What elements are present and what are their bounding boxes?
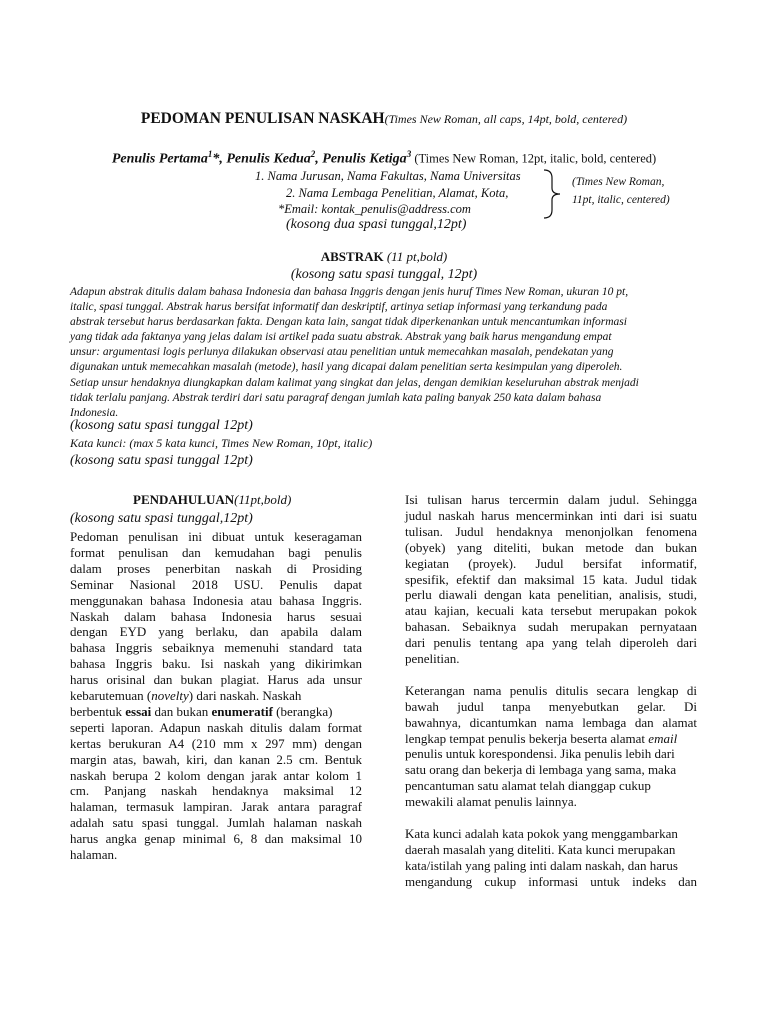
text-line: dengan EYD yang berlaku, dan apabila dalam: [70, 624, 362, 640]
intro-heading-text: PENDAHULUAN: [133, 492, 235, 507]
text-line: margin atas, bawah, kiri, dan kanan 2.5 cm. Bentuk: [70, 751, 362, 767]
text-line: Keterangan nama penulis ditulis secara lengkap di: [405, 682, 697, 698]
text-fragment: novelty: [151, 688, 189, 703]
text-line: [70, 688, 362, 704]
text-line: bahasa Inggris baku. Isi naskah yang dikirimkan: [70, 656, 362, 672]
text-line: halaman.: [70, 847, 118, 862]
author-2-sup: 2: [310, 149, 316, 159]
abstract-line: Adapun abstrak ditulis dalam bahasa Indonesia dan bahasa Inggris dengan jenis huruf Times New Roman, ukuran 10 pt,: [70, 286, 629, 298]
text-line: naskah berupa 2 kolom dengan jarak antar kolom 1: [70, 767, 362, 783]
text-line: (obyek) yang diteliti, bukan metode dan bukan: [405, 539, 697, 555]
title-text: PEDOMAN PENULISAN NASKAH: [140, 110, 385, 127]
brace-icon: [540, 168, 566, 220]
text-line: mengandung cukup informasi untuk indeks dan: [405, 873, 697, 889]
text-line: Seminar Nasional 2018 USU. Penulis dapat: [70, 576, 362, 592]
author-3: Penulis Ketiga: [322, 151, 407, 167]
author-1-mark: *,: [212, 151, 227, 167]
text-line: halaman, termasuk lampiran. Jarak antara paragraf: [70, 799, 362, 815]
text-line: kata/istilah yang paling inti dalam naskah, dan harus: [405, 857, 678, 873]
author-format-note: (Times New Roman, 12pt, italic, bold, centered): [411, 151, 657, 166]
text-fragment: lengkap tempat penulis bekerja beserta alamat: [405, 730, 649, 746]
author-sep: ,: [315, 151, 323, 167]
abstract-line: Indonesia.: [70, 406, 119, 419]
text-fragment: enumeratif: [211, 703, 273, 719]
text-line: Kata kunci adalah kata pokok yang menggambarkan: [405, 825, 678, 841]
abstract-lines: [70, 285, 639, 421]
text-line: [405, 731, 697, 747]
affiliation-2: 2. Nama Lembaga Penelitian, Alamat, Kota,: [286, 186, 509, 200]
text-line: harus orisinal dan bukan plagiat. Harus ada unsur: [70, 672, 362, 688]
text-line: mewakili alamat penulis lainnya.: [405, 794, 577, 810]
spacer-double: (kosong dua spasi tunggal,12pt): [286, 217, 467, 232]
text-line: cm. Panjang naskah hendaknya maksimal 12: [70, 783, 362, 799]
text-line: bahasa Inggris sebaiknya memenuhi standard tata: [70, 640, 362, 656]
text-line: Naskah dalam bahasa Indonesia harus sesuai: [70, 608, 362, 624]
text-line: judul naskah harus mencerminkan inti dari isi suatu: [405, 507, 697, 523]
text-line: kertas berukuran A4 (210 mm x 297 mm) dengan: [70, 735, 362, 751]
text-line: penelitian.: [405, 651, 460, 666]
text-line: bawahnya, dicantumkan nama lembaga dan alamat: [405, 714, 697, 730]
affiliation-1: 1. Nama Jurusan, Nama Fakultas, Nama Universitas: [255, 169, 521, 183]
page-title: [0, 110, 768, 128]
text-line: dari penulis tentang apa yang telah diperoleh dari: [405, 635, 697, 651]
abstract-heading: [0, 249, 768, 265]
text-line: bawah judul tanpa menyebutkan gelar. Di: [405, 698, 697, 714]
abstract-line: unsur: argumentasi logis perlunya dilakukan observasi atau penelitian untuk memecahkan masalah, pendekatan yang: [70, 346, 614, 359]
text-line: seperti laporan. Adapun naskah ditulis dalam format: [70, 719, 362, 735]
text-line: [70, 704, 362, 720]
text-line: Pedoman penulisan ini dibuat untuk keseragaman: [70, 529, 362, 544]
text-fragment: kebarutemuan (: [70, 688, 152, 703]
abstract-line: abstrak tersebut harus berdasarkan fakta. Dengan kata lain, sangat tidak diperkenankan untuk mencantumkan informasi: [70, 316, 627, 329]
abstract-heading-text: ABSTRAK: [320, 249, 384, 264]
text-fragment: ) dari naskah. Naskah: [188, 688, 302, 703]
text-line: atau kajian, kecuali kata tersebut merupakan pokok: [405, 603, 697, 619]
text-line: pencantuman satu alamat telah dianggap cukup: [405, 778, 651, 794]
spacer-after-keywords: (kosong satu spasi tunggal 12pt): [70, 453, 253, 468]
spacer-after-abstract: (kosong satu spasi tunggal 12pt): [70, 418, 253, 433]
author-1-sup: 1: [207, 149, 213, 159]
author-line: [0, 149, 768, 168]
text-line: kegiatan (proyek). Judul bersifat informatif,: [405, 555, 697, 571]
abstract-line: yang tidak ada faktanya yang jelas dalam isi artikel pada suatu abstrak. Abstrak yang baik harus mengandung empat: [70, 331, 612, 344]
text-fragment: (berangka): [272, 703, 333, 719]
title-format-note: (Times New Roman, all caps, 14pt, bold, centered): [384, 112, 628, 126]
text-line: dalam proses penerbitan naskah di Prosiding: [70, 560, 362, 576]
brace-note-2: 11pt, italic, centered): [572, 194, 670, 206]
author-3-sup: 3: [406, 149, 412, 159]
spacer-abstract: (kosong satu spasi tunggal, 12pt): [290, 267, 478, 282]
text-line: format penulisan dan kemudahan bagi penulis: [70, 544, 362, 560]
spacer-intro: (kosong satu spasi tunggal,12pt): [70, 511, 253, 526]
text-fragment: berbentuk: [70, 703, 126, 719]
text-line: daerah masalah yang diteliti. Kata kunci merupakan: [405, 841, 676, 857]
text-line: menggunakan bahasa Indonesia atau bahasa Inggris.: [70, 592, 362, 608]
intro-heading-note: (11pt,bold): [234, 492, 292, 507]
text-line: tulisan. Judul hendaknya menonjolkan fenomena: [405, 523, 697, 539]
text-line: Isi tulisan harus tercermin dalam judul. Sehingga: [405, 492, 697, 507]
abstract-heading-note: (11 pt,bold): [383, 249, 448, 264]
intro-heading: [133, 492, 291, 508]
abstract-line: tidak terlalu panjang. Abstrak terdiri dari satu paragraf dengan jumlah kata paling banyak 250 kata dalam bahasa: [70, 391, 602, 404]
text-line: satu orang dan bekerja di lembaga yang sama, maka: [405, 762, 677, 778]
text-line: spesifik, efektif dan maksimal 15 kata. Judul tidak: [405, 571, 697, 587]
keywords-line: Kata kunci: (max 5 kata kunci, Times New Roman, 10pt, italic): [70, 436, 373, 450]
text-fragment: dan bukan: [151, 703, 212, 719]
text-line: perlu diawali dengan kata penelitian, analisis, studi,: [405, 587, 697, 603]
abstract-line: Setiap unsur hendaknya diungkapkan dalam kalimat yang singkat dan jelas, dengan demikian keseluruhan abstrak menjadi: [70, 376, 639, 389]
author-1: Penulis Pertama: [111, 151, 208, 167]
brace-note-1: (Times New Roman,: [572, 176, 665, 188]
abstract-line: italic, spasi tunggal. Abstrak harus bersifat informatif dan deskriptif, artinya setiap informasi yang terkandung pada: [70, 301, 608, 314]
text-fragment: essai: [125, 703, 152, 719]
text-line: adalah satu spasi tunggal. Jumlah halaman naskah: [70, 815, 362, 831]
abstract-line: digunakan untuk memecahkan masalah (metode), hasil yang dicapai dalam penelitian serta kesimpulan yang diperoleh.: [70, 361, 623, 374]
affiliation-email: *Email: kontak_penulis@address.com: [278, 202, 471, 216]
text-line: penulis untuk korespondensi. Jika penulis lebih dari: [405, 746, 675, 762]
text-line: harus angka genap minimal 6, 8 dan maksimal 10: [70, 831, 362, 847]
abstract-body: [70, 285, 639, 421]
text-fragment: email: [648, 730, 678, 746]
text-line: bahasan. Sebaiknya sudah merupakan pernyataan: [405, 619, 697, 635]
author-2: Penulis Kedua: [226, 151, 311, 167]
